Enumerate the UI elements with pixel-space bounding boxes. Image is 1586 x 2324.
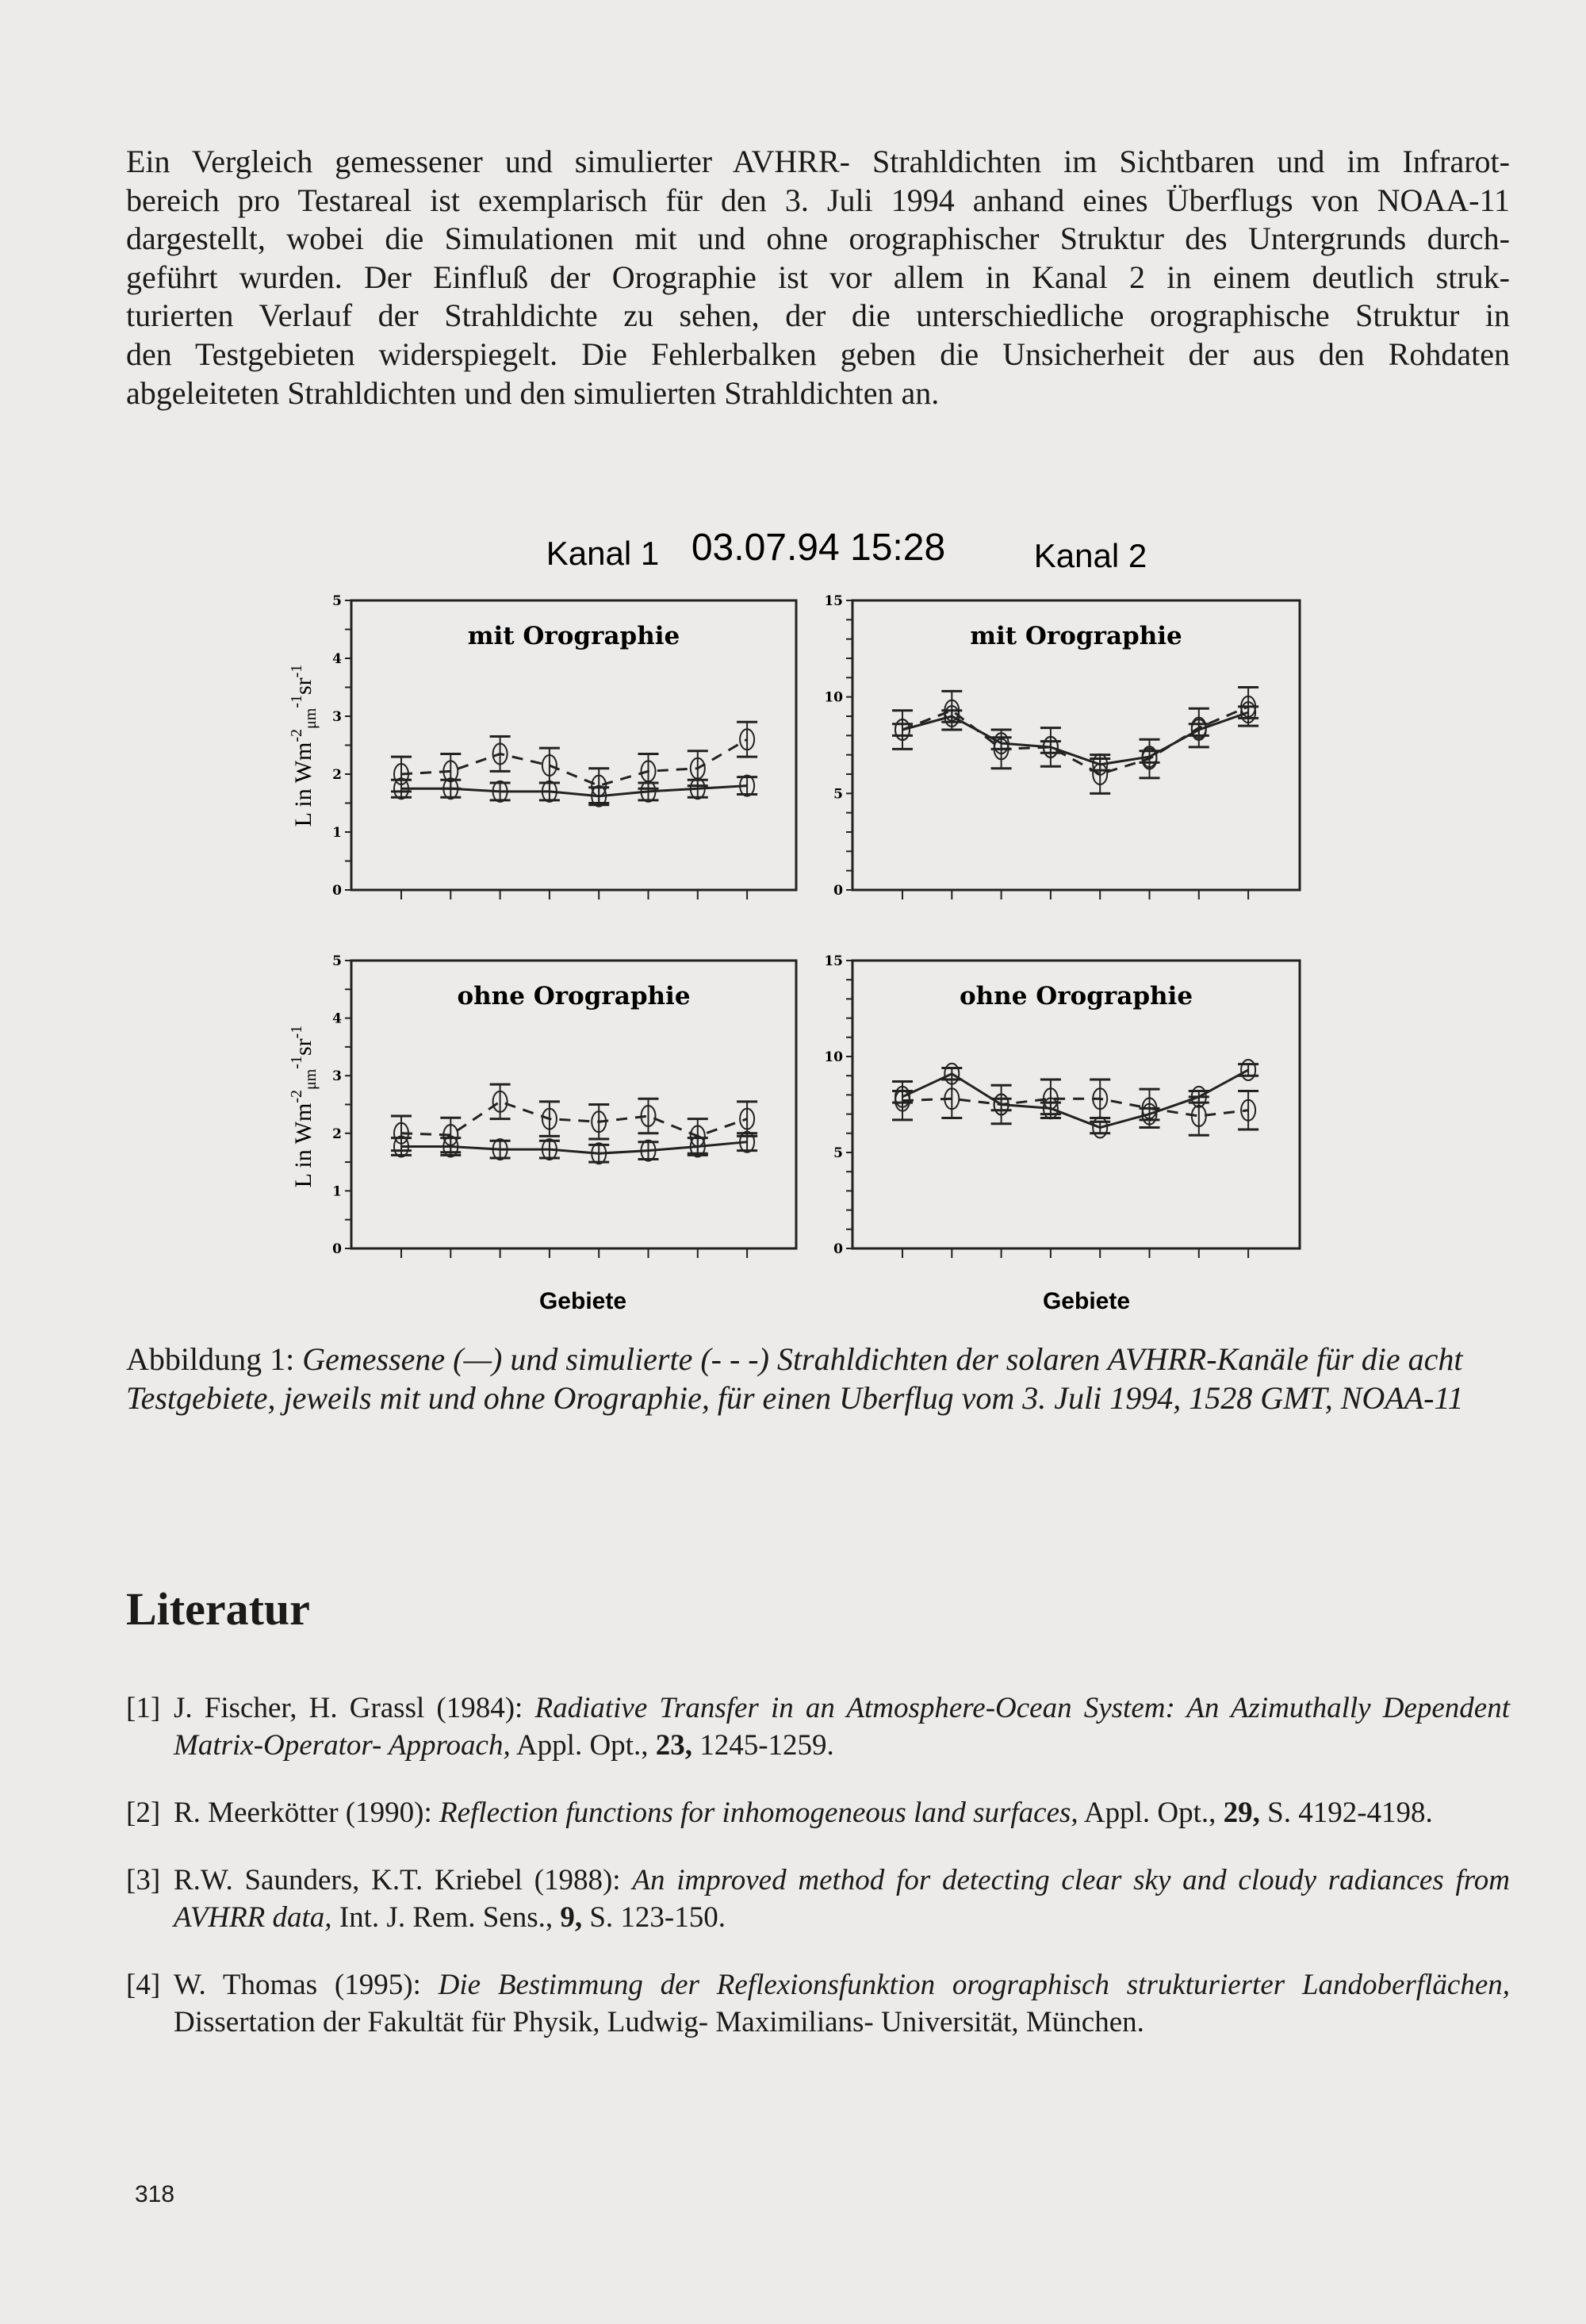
page-number: 318 [135, 2181, 175, 2207]
paragraph-line: den Testgebieten widerspiegelt. Die Fehlerbalken geben die Unsicherheit der aus den Rohdaten [126, 336, 1510, 372]
reference-journal: Appl. Opt., [515, 1729, 649, 1762]
reference-journal: Appl. Opt., [1083, 1797, 1216, 1829]
series-line-gemessen [401, 786, 747, 796]
reference-number: [1] [126, 1692, 161, 1724]
paragraph-line: Ein Vergleich gemessener und simulierter AVHRR- Strahldichten im Sichtbaren und im Infrarot- [126, 144, 1510, 179]
reference-number: [3] [126, 1864, 161, 1896]
reference-title: An improved method for detecting clear sky and cloudy radiances from AVHRR data, [174, 1864, 1510, 1934]
paragraph-line: dargestellt, wobei die Simulationen mit und ohne orographischer Struktur des Untergrunds durch- [126, 221, 1510, 257]
reference-volume: 23, [655, 1729, 692, 1762]
panel-title: mit Orographie [467, 622, 680, 650]
paragraph-line: geführt wurden. Der Einfluß der Orographie ist vor allem in Kanal 2 in einem deutlich struk- [126, 259, 1510, 295]
svg-text:L in Wm-2μm-1sr-1: L in $Wm^{-2}_{\mu m}^{-1}sr^{-1}$ [288, 1025, 320, 1188]
reference-item [126, 1862, 1510, 1936]
channel-2-label: Kanal 2 [1033, 537, 1147, 574]
panel-title: ohne Orographie [457, 982, 691, 1011]
y-tick-label: 2 [332, 1126, 342, 1142]
y-tick-label: 0 [833, 1241, 843, 1257]
reference-pages: S. 123-150. [589, 1901, 726, 1934]
y-tick-label: 0 [332, 883, 342, 899]
y-tick-label: 2 [332, 767, 342, 783]
svg-text:L in Wm-2μm-1sr-1: L in $Wm^{-2}_{\mu m}^{-1}sr^{-1}$ [288, 664, 320, 827]
chart-panel-3 [332, 953, 796, 1258]
y-tick-label: 3 [332, 1068, 342, 1085]
y-tick-label: 5 [332, 593, 342, 609]
caption-label: Abbildung 1: [126, 1341, 295, 1377]
reference-item [126, 1966, 1510, 2041]
panel-title: ohne Orographie [959, 982, 1193, 1011]
y-axis-label [288, 665, 320, 827]
reference-journal: Dissertation der Fakultät für Physik, Ludwig- Maximilians- Universität, München. [174, 2006, 1144, 2038]
y-tick-label: 0 [833, 883, 843, 899]
reference-volume: 29, [1223, 1797, 1260, 1829]
reference-number: [4] [126, 1969, 161, 2001]
x-axis-label: Gebiete [1042, 1288, 1131, 1314]
section-heading-literatur: Literatur [126, 1583, 310, 1635]
y-tick-label: 0 [332, 1241, 342, 1257]
reference-number: [2] [126, 1797, 161, 1829]
y-tick-label: 15 [824, 953, 843, 969]
figure-caption [126, 1340, 1510, 1417]
y-tick-label: 15 [824, 593, 843, 609]
x-axis-label: Gebiete [538, 1288, 627, 1314]
reference-volume: 9, [560, 1901, 583, 1934]
chart-panel-2 [824, 593, 1300, 899]
reference-title: Die Bestimmung der Reflexionsfunktion orographisch strukturierter Landoberflächen, [438, 1969, 1511, 2001]
y-tick-label: 5 [833, 786, 843, 803]
reference-authors: R. Meerkötter (1990): [174, 1797, 432, 1829]
reference-title: Radiative Transfer in an Atmosphere-Ocean System: An Azimuthally Dependent Matrix-Operator- Approach, [174, 1692, 1511, 1762]
reference-item [126, 1689, 1510, 1764]
y-tick-label: 4 [332, 651, 342, 667]
paragraph-line: bereich pro Testareal ist exemplarisch für den 3. Juli 1994 anhand eines Überflugs von NOAA-11 [126, 182, 1510, 218]
reference-item [126, 1794, 1510, 1831]
y-tick-label: 5 [833, 1145, 843, 1161]
reference-title: Reflection functions for inhomogeneous land surfaces, [439, 1797, 1078, 1829]
chart-panel-1 [332, 593, 796, 899]
y-tick-label: 10 [824, 1049, 843, 1065]
reference-pages: S. 4192-4198. [1267, 1797, 1433, 1829]
reference-journal: Int. J. Rem. Sens., [339, 1901, 554, 1934]
paragraph-line: turierten Verlauf der Strahldichte zu sehen, der die unterschiedliche orographische Struktur in [126, 297, 1510, 334]
panel-title: mit Orographie [970, 622, 1182, 650]
y-tick-label: 10 [824, 689, 843, 706]
y-tick-label: 1 [332, 825, 342, 841]
y-tick-label: 5 [332, 953, 342, 969]
reference-authors: R.W. Saunders, K.T. Kriebel (1988): [174, 1864, 621, 1896]
reference-authors: W. Thomas (1995): [174, 1969, 421, 2001]
y-axis-label [288, 1026, 320, 1188]
channel-1-label: Kanal 1 [546, 535, 660, 572]
reference-pages: 1245-1259. [699, 1729, 834, 1762]
chart-panel-4 [824, 953, 1300, 1258]
y-tick-label: 4 [332, 1011, 342, 1027]
caption-text: Gemessene (—) und simulierte (- - -) Strahldichten der solaren AVHRR-Kanäle für die acht Testgebiete, jeweils mit und ohne Orographie, für einen Uberflug vom 3. Juli 1994, 1528 GMT, NOAA-11 [126, 1341, 1464, 1416]
y-tick-label: 1 [332, 1183, 342, 1200]
reference-authors: J. Fischer, H. Grassl (1984): [174, 1692, 523, 1724]
paragraph-line: abgeleiteten Strahldichten und den simulierten Strahldichten an. [126, 374, 940, 411]
y-tick-label: 3 [332, 709, 342, 725]
reference-list [126, 1689, 1510, 2041]
figure-datetime: 03.07.94 15:28 [691, 527, 946, 569]
